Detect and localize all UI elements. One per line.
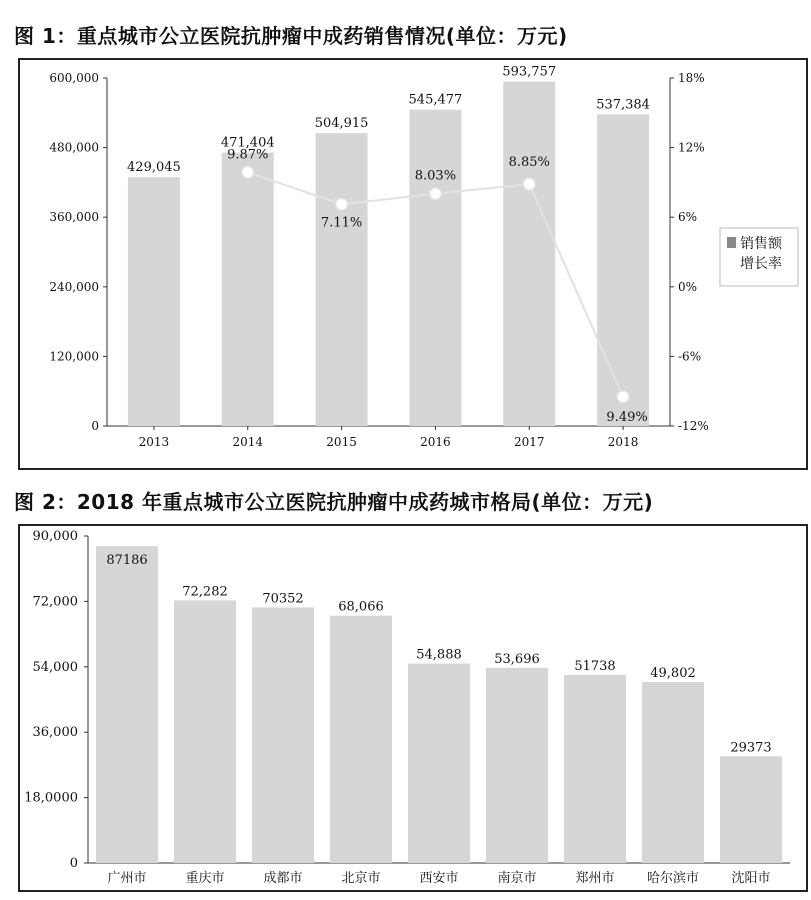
city-bar <box>486 668 548 863</box>
x-axis-tick-label: 南京市 <box>497 871 537 886</box>
x-axis-tick-label: 2013 <box>138 435 170 449</box>
y-axis-tick-label: 36,000 <box>32 725 78 741</box>
sales-value-label: 537,384 <box>596 97 650 113</box>
figure2-title: 图 2：2018 年重点城市公立医院抗肿瘤中成药城市格局(单位：万元) <box>14 490 654 514</box>
x-axis-tick-label: 2016 <box>420 435 451 449</box>
growth-rate-label: 8.03% <box>414 168 457 184</box>
sales-value-label: 545,477 <box>408 92 463 108</box>
x-axis-tick-label: 2017 <box>513 435 545 449</box>
sales-value-label: 471,404 <box>220 135 275 151</box>
city-bar <box>408 664 470 863</box>
growth-rate-label: 8.85% <box>508 155 550 171</box>
left-axis-tick-label: 0 <box>91 419 99 433</box>
left-axis-tick-label: 360,000 <box>49 210 99 225</box>
city-value-label: 53,696 <box>494 651 540 667</box>
left-axis-tick-label: 240,000 <box>49 279 99 294</box>
city-value-label: 49,802 <box>650 666 696 682</box>
growth-rate-label: 7.11% <box>320 215 363 231</box>
growth-rate-point <box>617 391 629 403</box>
x-axis-tick-label: 哈尔滨市 <box>646 871 700 886</box>
right-axis-tick-label: -6% <box>678 349 702 364</box>
y-axis-tick-label: 54,000 <box>32 659 78 675</box>
city-bar <box>642 682 704 863</box>
right-axis-tick-label: 6% <box>678 210 698 225</box>
sales-bar <box>316 133 368 426</box>
city-bar <box>252 607 314 863</box>
legend-label-sales: 销售额 <box>740 236 782 252</box>
x-axis-tick-label: 郑州市 <box>575 871 615 886</box>
left-axis-tick-label: 120,000 <box>49 349 99 364</box>
figure1-title: 图 1：重点城市公立医院抗肿瘤中成药销售情况(单位：万元) <box>14 24 568 48</box>
right-axis-tick-label: 12% <box>678 140 705 155</box>
city-value-label: 68,066 <box>338 599 384 615</box>
city-bar <box>720 756 782 863</box>
y-axis-tick-label: 0 <box>69 856 78 871</box>
sales-bar <box>503 82 555 426</box>
legend-swatch-sales <box>727 237 736 248</box>
left-axis-tick-label: 600,000 <box>49 71 99 85</box>
x-axis-tick-label: 2015 <box>326 435 357 449</box>
x-axis-tick-label: 2014 <box>232 435 264 449</box>
x-axis-tick-label: 广州市 <box>107 871 147 886</box>
right-axis-tick-label: -12% <box>678 419 709 433</box>
growth-rate-point <box>242 166 254 178</box>
sales-value-label: 593,757 <box>502 64 557 80</box>
figure2-panel <box>18 524 808 892</box>
x-axis-tick-label: 2018 <box>607 435 639 449</box>
sales-bar <box>409 110 461 426</box>
growth-rate-point <box>336 198 348 210</box>
city-value-label: 70352 <box>262 591 304 607</box>
city-bar <box>330 616 392 863</box>
city-value-label: 29373 <box>730 740 772 756</box>
city-bar <box>174 600 236 863</box>
x-axis-tick-label: 成都市 <box>263 871 303 886</box>
y-axis-tick-label: 18,0000 <box>24 790 78 806</box>
left-axis-tick-label: 480,000 <box>49 140 99 155</box>
x-axis-tick-label: 沈阳市 <box>731 871 771 886</box>
growth-rate-label: 9.49% <box>606 409 648 425</box>
growth-rate-point <box>429 188 441 200</box>
city-value-label: 72,282 <box>182 584 228 600</box>
sales-bar <box>128 177 180 426</box>
x-axis-tick-label: 北京市 <box>341 871 381 886</box>
figure1-chart <box>20 60 806 468</box>
right-axis-tick-label: 0% <box>678 279 698 294</box>
growth-rate-label: 9.87% <box>227 147 269 163</box>
x-axis-tick-label: 西安市 <box>419 871 459 886</box>
sales-bar <box>597 114 649 426</box>
y-axis-tick-label: 90,000 <box>32 529 78 544</box>
growth-rate-point <box>523 178 535 190</box>
x-axis-tick-label: 重庆市 <box>185 871 225 886</box>
city-bar <box>564 675 626 863</box>
right-axis-tick-label: 18% <box>678 71 705 85</box>
sales-value-label: 429,045 <box>127 160 181 176</box>
y-axis-tick-label: 72,000 <box>32 594 78 610</box>
city-value-label: 51738 <box>574 659 616 675</box>
figure2-chart <box>20 526 806 890</box>
city-value-label: 87186 <box>106 553 148 569</box>
legend-label-growth: 增长率 <box>740 256 782 272</box>
sales-bar <box>222 153 274 426</box>
sales-value-label: 504,915 <box>314 116 369 132</box>
figure1-panel <box>18 58 808 470</box>
city-bar <box>96 546 158 863</box>
city-value-label: 54,888 <box>416 647 462 663</box>
